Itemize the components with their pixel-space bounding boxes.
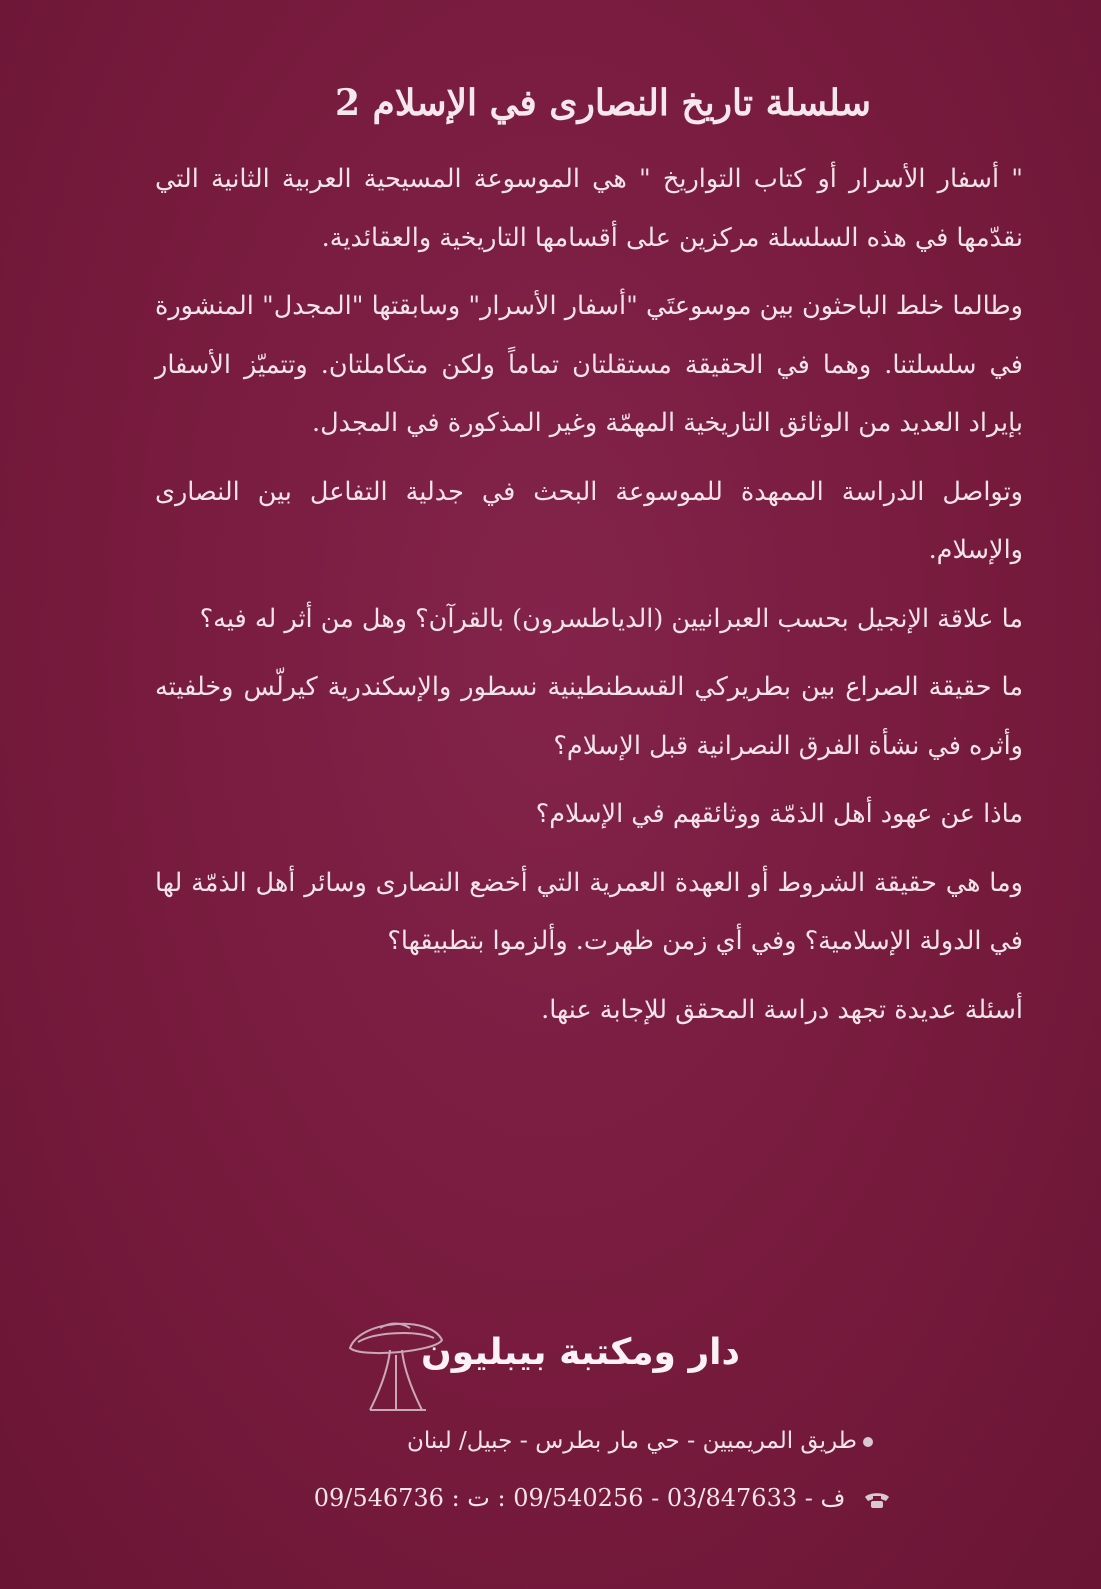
blurb-paragraph-7: وما هي حقيقة الشروط أو العهدة العمرية التي أخضع النصارى وسائر أهل الذمّة لها في الدولة الإسلامية؟ وفي أي زمن ظهرت. وألزموا بتطبيقها؟ (155, 867, 1023, 956)
publisher-contacts (314, 1484, 891, 1512)
blurb-paragraph-2: وطالما خلط الباحثون بين موسوعتَي "أسفار الأسرار" وسابقتها "المجدل" المنشورة في سلسلتنا. وهما في الحقيقة مستقلتان تماماً ولكن متكاملتان. وتتميّز الأسفار بإيراد العديد من الوثائق التاريخية المهمّة وغير المذكورة في المجدل. (155, 291, 1023, 438)
bullet-icon (863, 1437, 873, 1447)
blurb-paragraph-1: " أسفار الأسرار أو كتاب التواريخ " هي الموسوعة المسيحية العربية الثانية التي نقدّمها في هذه السلسلة مركزين على أقسامها التاريخية والعقائدية. (155, 164, 1023, 253)
publisher-block (340, 1310, 740, 1415)
blurb (155, 150, 1023, 1049)
publisher-address (407, 1428, 873, 1454)
blurb-paragraph-4: ما علاقة الإنجيل بحسب العبرانيين (الدياطسرون) بالقرآن؟ وهل من أثر له فيه؟ (199, 603, 1023, 634)
blurb-paragraph-8: أسئلة عديدة تجهد دراسة المحقق للإجابة عنها. (541, 994, 1023, 1025)
blurb-paragraph-6: ماذا عن عهود أهل الذمّة ووثائقهم في الإسلام؟ (535, 799, 1023, 829)
phone-icon (863, 1491, 891, 1509)
publisher-name: دار ومكتبة بيبليون (420, 1332, 740, 1373)
blurb-paragraph-3: وتواصل الدراسة الممهدة للموسوعة البحث في جدلية التفاعل بين النصارى والإسلام. (155, 476, 1023, 565)
address-text: طريق المريميين - حي مار بطرس - جبيل/ لبنان (406, 1428, 857, 1454)
series-title: سلسلة تاريخ النصارى في الإسلام 2 (334, 82, 871, 124)
contacts-text: 09/546736 : ف - 03/847633 - 09/540256 : ت (313, 1484, 846, 1512)
blurb-paragraph-5: ما حقيقة الصراع بين بطريركي القسطنطينية نسطور والإسكندرية كيرلّس وخلفيته وأثره في نشأة الفرق النصرانية قبل الإسلام؟ (155, 672, 1023, 761)
